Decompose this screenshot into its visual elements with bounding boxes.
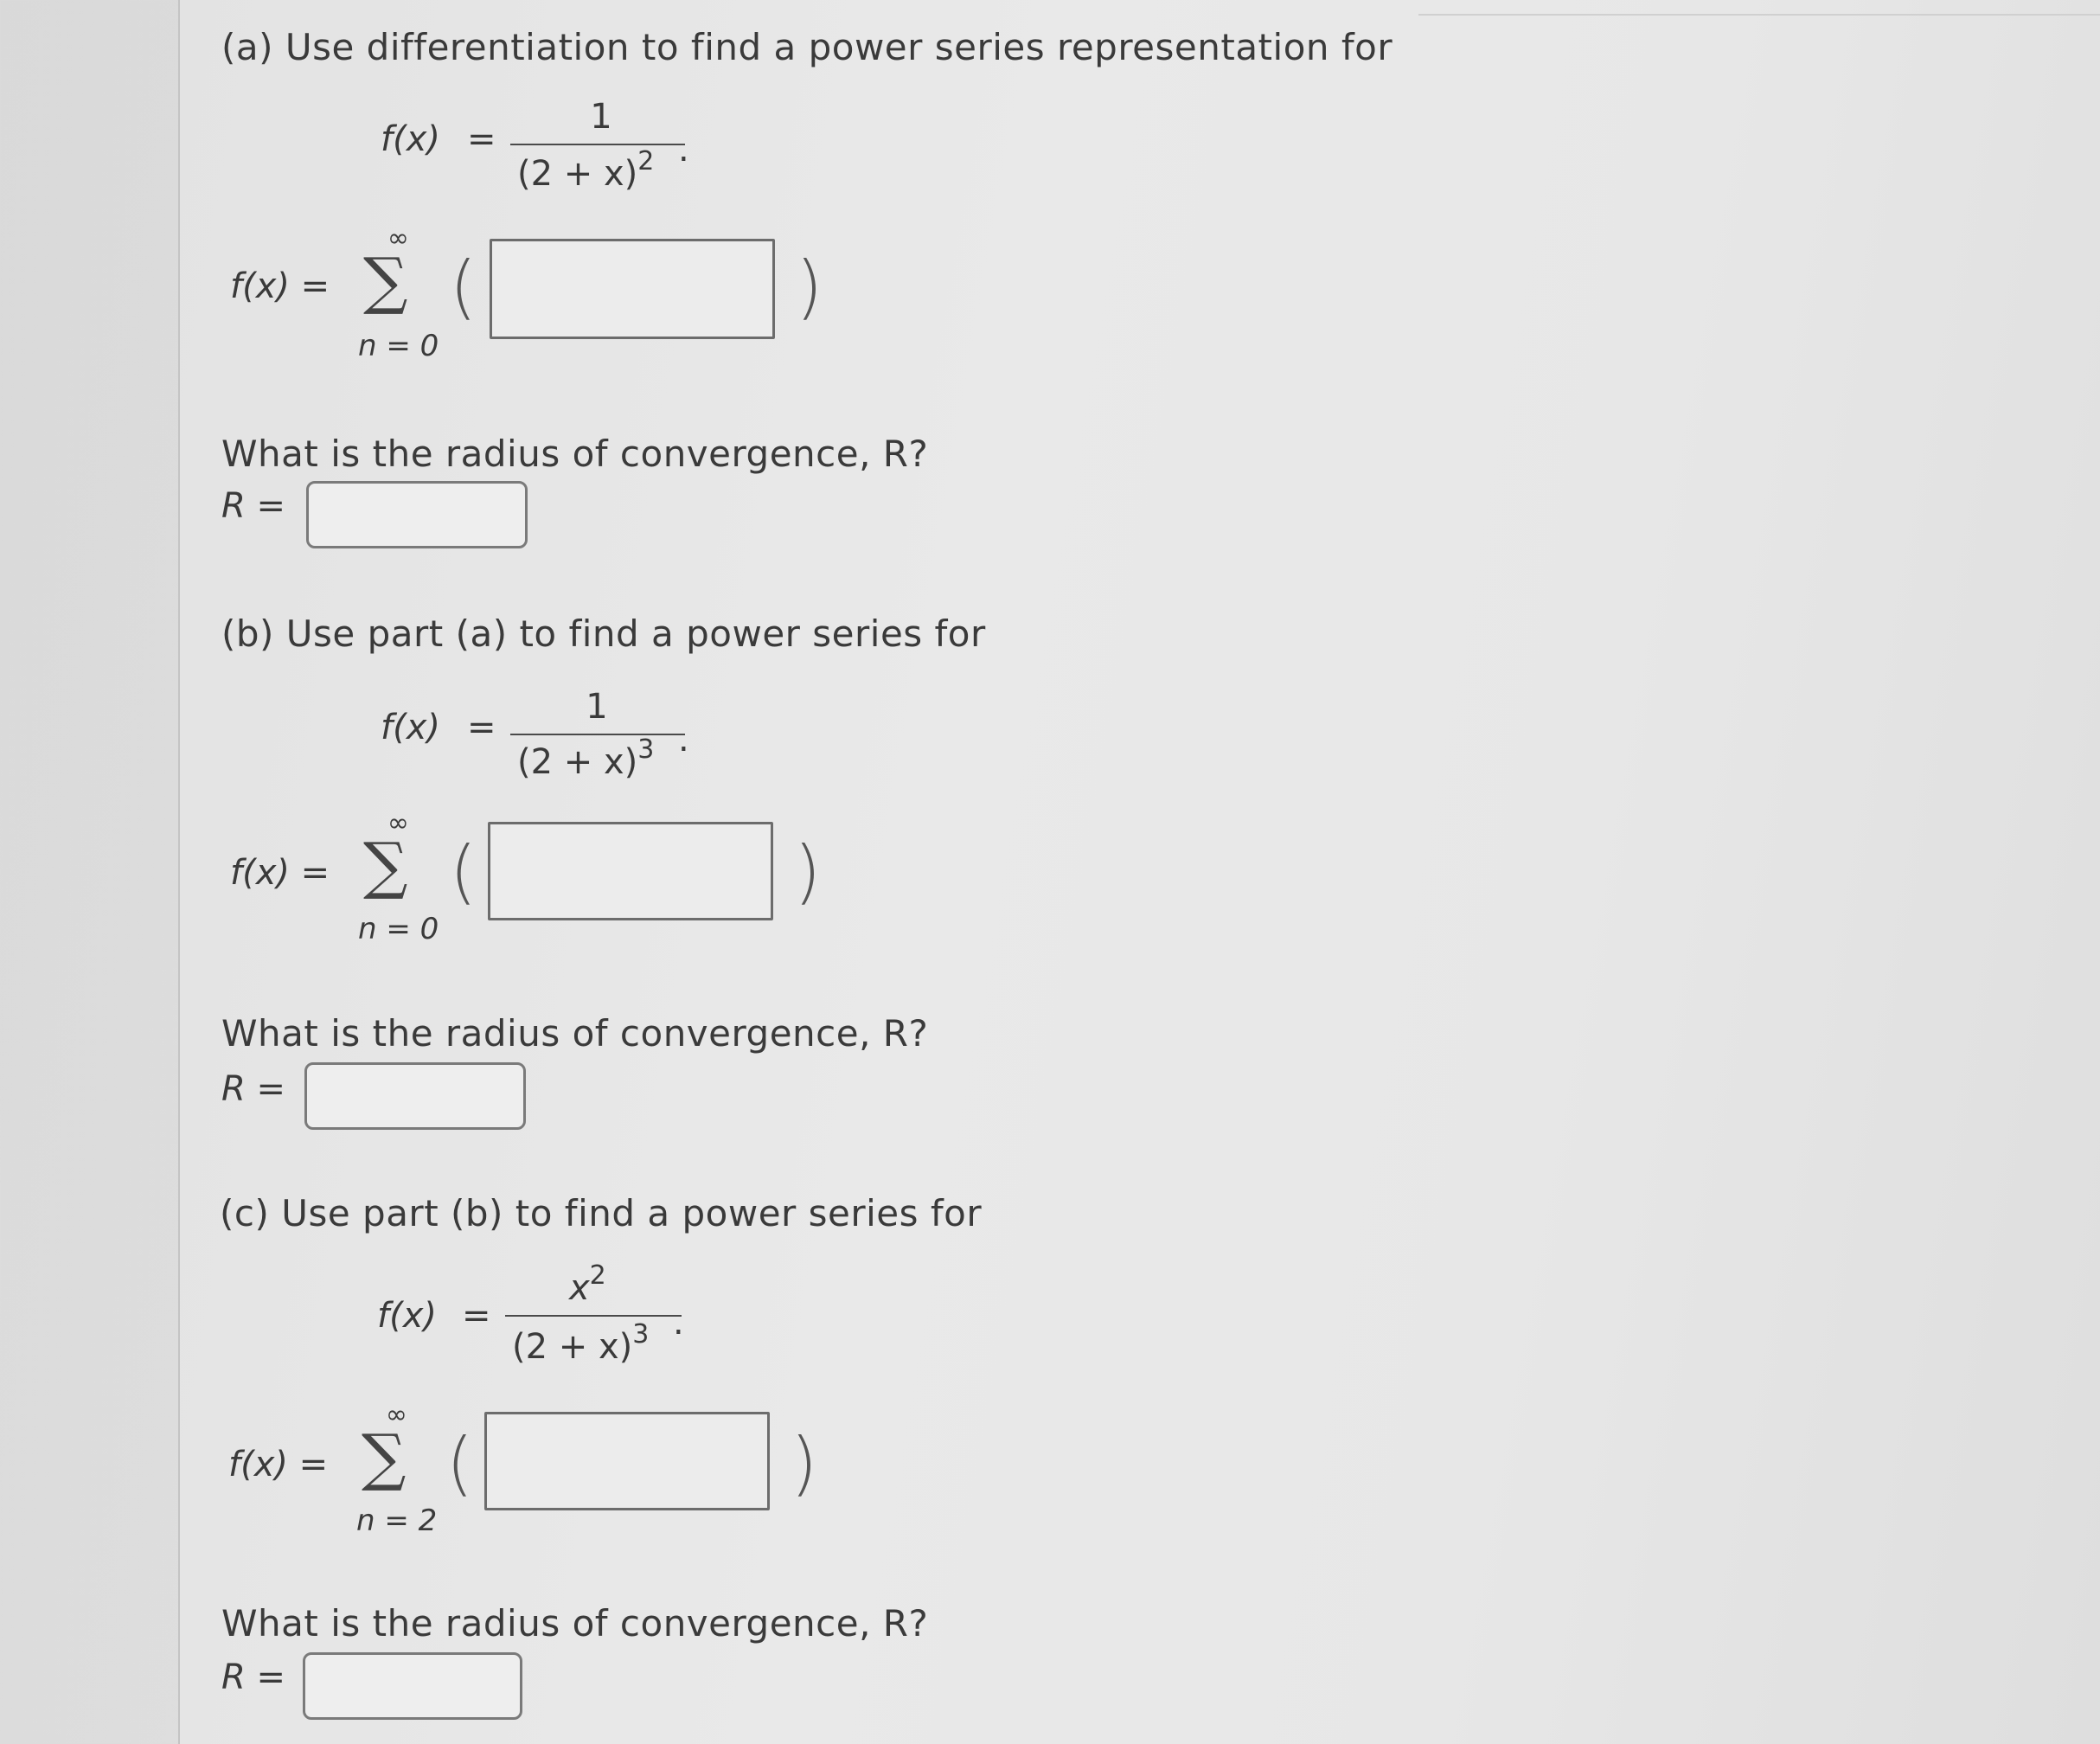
part-c-equals: = bbox=[462, 1296, 491, 1336]
part-b-numerator: 1 bbox=[586, 687, 608, 727]
part-b-fraction-bar bbox=[510, 734, 685, 735]
part-c-open-paren: ( bbox=[446, 1423, 474, 1504]
part-a-sigma-icon: ∑ bbox=[363, 244, 408, 317]
part-c-denominator: (2 + x) bbox=[512, 1327, 633, 1367]
part-b-close-paren: ) bbox=[794, 831, 822, 912]
part-a-denominator: (2 + x) bbox=[517, 154, 638, 194]
part-a-function-lhs: f(x) bbox=[381, 119, 440, 159]
divider-line bbox=[1418, 14, 2100, 16]
part-a-sum-upper: ∞ bbox=[387, 223, 409, 253]
part-a-exponent: 2 bbox=[637, 146, 655, 176]
part-c-close-paren: ) bbox=[791, 1423, 818, 1504]
part-b-denominator-wrap bbox=[517, 734, 655, 782]
part-b-period: . bbox=[678, 720, 689, 760]
part-b-radius-input[interactable] bbox=[304, 1062, 526, 1130]
part-c-numerator-wrap bbox=[569, 1260, 606, 1308]
part-a-fraction-bar bbox=[510, 144, 685, 145]
part-c-sigma-icon: ∑ bbox=[362, 1420, 407, 1493]
part-c-exponent: 3 bbox=[632, 1319, 650, 1350]
part-a-radius-question: What is the radius of convergence, R? bbox=[221, 433, 929, 475]
part-c-series-lhs: f(x) = bbox=[228, 1445, 329, 1484]
part-b-sum-lower: n = 0 bbox=[358, 912, 439, 946]
part-a-open-paren: ( bbox=[450, 247, 477, 327]
part-b-series-input[interactable] bbox=[488, 822, 773, 920]
part-c-numerator: x bbox=[569, 1268, 590, 1308]
part-c-sum-lower: n = 2 bbox=[356, 1504, 438, 1538]
part-b-equals: = bbox=[467, 708, 496, 747]
part-b-open-paren: ( bbox=[450, 831, 477, 912]
part-a-radius-label: R = bbox=[221, 486, 286, 526]
part-c-period: . bbox=[673, 1303, 684, 1343]
part-c-denominator-wrap bbox=[512, 1319, 650, 1367]
part-a-equals: = bbox=[467, 119, 496, 159]
part-b-series-lhs: f(x) = bbox=[230, 853, 330, 893]
part-b-prompt: (b) Use part (a) to find a power series for bbox=[221, 612, 986, 655]
part-c-prompt: (c) Use part (b) to find a power series for bbox=[220, 1192, 983, 1234]
part-a-series-lhs: f(x) = bbox=[230, 266, 330, 306]
part-a-prompt: (a) Use differentiation to find a power series representation for bbox=[221, 26, 1393, 68]
part-b-sum-upper: ∞ bbox=[387, 808, 409, 838]
part-b-exponent: 3 bbox=[637, 734, 655, 765]
part-b-function-lhs: f(x) bbox=[381, 708, 440, 747]
part-c-function-lhs: f(x) bbox=[377, 1296, 437, 1336]
part-c-radius-label: R = bbox=[221, 1657, 286, 1697]
part-a-sum-lower: n = 0 bbox=[358, 329, 439, 363]
part-b-radius-label: R = bbox=[221, 1069, 286, 1109]
part-c-numerator-exponent: 2 bbox=[589, 1260, 606, 1291]
part-a-radius-input[interactable] bbox=[306, 481, 528, 548]
part-a-numerator: 1 bbox=[590, 97, 612, 137]
part-c-radius-input[interactable] bbox=[303, 1652, 522, 1720]
part-a-period: . bbox=[678, 130, 689, 170]
part-a-denominator-wrap bbox=[517, 146, 655, 194]
part-a-close-paren: ) bbox=[796, 247, 823, 327]
part-c-series-input[interactable] bbox=[484, 1412, 770, 1510]
part-c-fraction-bar bbox=[505, 1315, 682, 1317]
part-c-radius-question: What is the radius of convergence, R? bbox=[221, 1602, 929, 1645]
part-b-denominator: (2 + x) bbox=[517, 742, 638, 782]
part-b-radius-question: What is the radius of convergence, R? bbox=[221, 1012, 929, 1055]
part-b-sigma-icon: ∑ bbox=[363, 829, 408, 901]
part-c-sum-upper: ∞ bbox=[386, 1400, 407, 1430]
part-a-series-input[interactable] bbox=[490, 239, 775, 339]
